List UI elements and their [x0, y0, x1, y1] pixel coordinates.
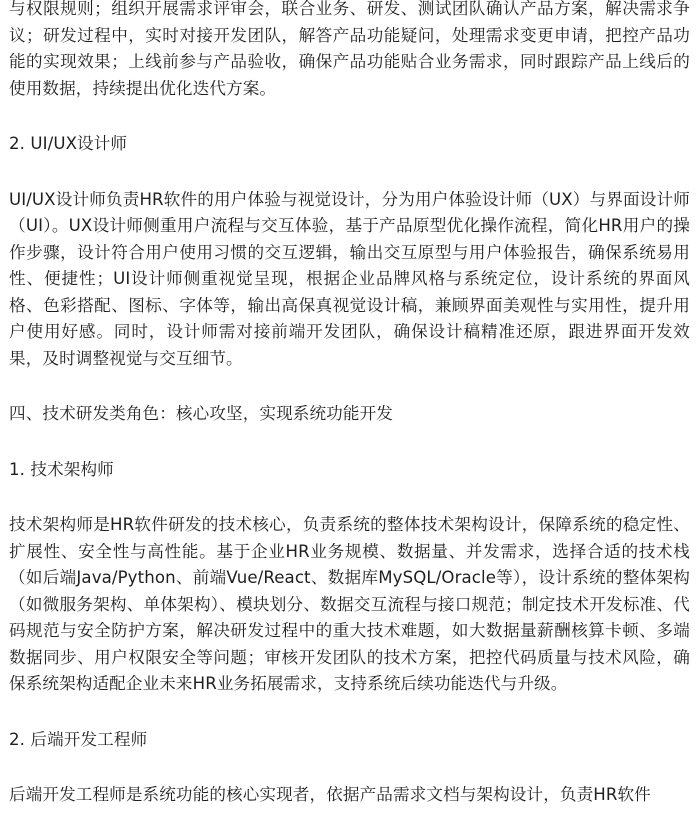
paragraph-gap	[9, 483, 690, 512]
paragraph-product-manager-tail: 与权限规则；组织开展需求评审会，联合业务、研发、测试团队确认产品方案，解决需求争议；研发过程中，实时对接开发团队，解答产品功能疑问，处理需求变更申请，把控产品功能的实现效果；上线前参与产品验收，确保产品功能贴合业务需求，同时跟踪产品上线后的使用数据，持续提出优化迭代方案。	[9, 0, 690, 98]
paragraph-ui-ux-designer: UI/UX设计师负责HR软件的用户体验与视觉设计，分为用户体验设计师（UX）与界面设计师（UI）。UX设计师侧重用户流程与交互体验，基于产品原型优化操作流程，简化HR用户的操作步骤，设计符合用户使用习惯的交互逻辑，输出交互原型与用户体验报告，确保系统易用性、便捷性；UI设计师侧重视觉呈现，根据企业品牌风格与系统定位，设计系统的界面风格、色彩搭配、图标、字体等，输出高保真视觉设计稿，兼顾界面美观性与实用性，提升用户使用好感。同时，设计师需对接前端开发团队，确保设计稿精准还原，跟进界面开发效果，及时调整视觉与交互细节。	[9, 189, 690, 368]
subheading-tech-architect: 1. 技术架构师	[9, 459, 114, 479]
paragraph-gap	[9, 753, 690, 782]
section-heading-tech-rd: 四、技术研发类角色：核心攻坚，实现系统功能开发	[9, 404, 393, 423]
subheading-ui-ux-designer: 2. UI/UX设计师	[9, 134, 128, 153]
paragraph-gap	[9, 698, 690, 727]
subheading-backend-engineer: 2. 后端开发工程师	[9, 729, 148, 749]
paragraph-gap	[9, 158, 690, 187]
paragraph-gap	[9, 428, 690, 457]
paragraph-gap	[9, 102, 690, 131]
paragraph-backend-engineer: 后端开发工程师是系统功能的核心实现者，依据产品需求文档与架构设计，负责HR软件	[9, 785, 651, 804]
paragraph-gap	[9, 372, 690, 401]
paragraph-tech-architect: 技术架构师是HR软件研发的技术核心，负责系统的整体技术架构设计，保障系统的稳定性、扩展性、安全性与高性能。基于企业HR业务规模、数据量、并发需求，选择合适的技术栈（如后端Java/Python、前端Vue/React、数据库MySQL/Oracle等），设计系统的整体架构（如微服务架构、单体架构）、模块划分、数据交互流程与接口规范；制定技术开发标准、代码规范与安全防护方案，解决研发过程中的重大技术难题，如大数据量薪酬核算卡顿、多端数据同步、用户权限安全等问题；审核开发团队的技术方案，把控代码质量与技术风险，确保系统架构适配企业未来HR业务拓展需求，支持系统后续功能迭代与升级。	[9, 515, 690, 693]
